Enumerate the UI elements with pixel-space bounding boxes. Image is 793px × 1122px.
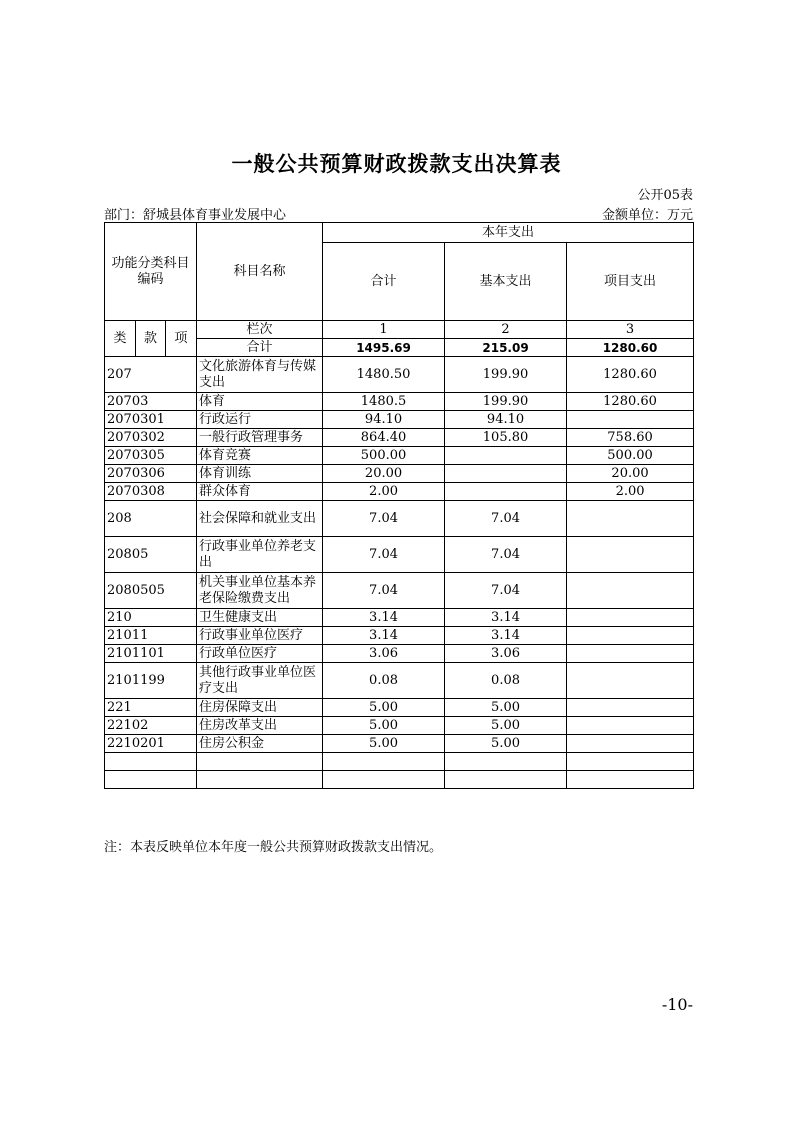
row-total: 1480.5	[323, 393, 445, 411]
table-row	[105, 573, 694, 609]
row-project	[567, 627, 694, 645]
row-code: 2070306	[105, 465, 197, 483]
row-total	[323, 753, 445, 771]
table-row	[105, 537, 694, 573]
row-code: 2070308	[105, 483, 197, 501]
row-project	[567, 735, 694, 753]
row-code: 208	[105, 501, 197, 537]
table-row	[105, 771, 694, 789]
table-row	[105, 357, 694, 393]
row-code: 20703	[105, 393, 197, 411]
header-lei: 类	[105, 321, 136, 357]
row-project: 2.00	[567, 483, 694, 501]
header-subject-name: 科目名称	[197, 223, 323, 321]
row-total: 3.06	[323, 645, 445, 663]
budget-table	[104, 222, 694, 789]
row-name: 一般行政管理事务	[197, 429, 323, 447]
row-basic: 3.14	[445, 627, 567, 645]
department-label: 部门：舒城县体育事业发展中心	[104, 208, 287, 223]
row-name: 体育	[197, 393, 323, 411]
header-kuan: 款	[136, 321, 166, 357]
row-basic	[445, 483, 567, 501]
total-label: 合计	[197, 339, 323, 357]
row-code: 207	[105, 357, 197, 393]
row-basic: 7.04	[445, 501, 567, 537]
row-total: 500.00	[323, 447, 445, 465]
row-code	[105, 753, 197, 771]
table-row	[105, 753, 694, 771]
table-row	[105, 735, 694, 753]
page-number: -10-	[661, 995, 693, 1014]
row-basic: 3.14	[445, 609, 567, 627]
row-total: 0.08	[323, 663, 445, 699]
header-func-code: 功能分类科目编码	[105, 223, 197, 321]
row-name: 体育训练	[197, 465, 323, 483]
row-code: 2070302	[105, 429, 197, 447]
row-basic: 94.10	[445, 411, 567, 429]
row-basic: 0.08	[445, 663, 567, 699]
row-name: 卫生健康支出	[197, 609, 323, 627]
table-row	[105, 699, 694, 717]
row-code: 20805	[105, 537, 197, 573]
row-project: 1280.60	[567, 357, 694, 393]
row-total: 5.00	[323, 717, 445, 735]
row-project: 500.00	[567, 447, 694, 465]
row-project	[567, 573, 694, 609]
row-name: 行政事业单位医疗	[197, 627, 323, 645]
row-name: 住房公积金	[197, 735, 323, 753]
row-code: 210	[105, 609, 197, 627]
row-code: 221	[105, 699, 197, 717]
row-basic: 3.06	[445, 645, 567, 663]
row-total: 1480.50	[323, 357, 445, 393]
row-basic: 199.90	[445, 393, 567, 411]
row-name: 社会保障和就业支出	[197, 501, 323, 537]
row-code: 2101101	[105, 645, 197, 663]
row-name	[197, 753, 323, 771]
table-row	[105, 717, 694, 735]
row-total: 5.00	[323, 699, 445, 717]
row-project	[567, 501, 694, 537]
row-total: 3.14	[323, 627, 445, 645]
row-name	[197, 771, 323, 789]
row-project: 20.00	[567, 465, 694, 483]
header-xiang: 项	[166, 321, 197, 357]
page-title: 一般公共预算财政拨款支出决算表	[231, 152, 562, 176]
row-name: 文化旅游体育与传媒支出	[197, 357, 323, 393]
header-project: 项目支出	[567, 243, 694, 321]
row-name: 住房改革支出	[197, 717, 323, 735]
row-total: 864.40	[323, 429, 445, 447]
table-row	[105, 501, 694, 537]
row-name: 机关事业单位基本养老保险缴费支出	[197, 573, 323, 609]
row-project	[567, 609, 694, 627]
footnote: 注：本表反映单位本年度一般公共预算财政拨款支出情况。	[104, 840, 443, 855]
row-total: 2.00	[323, 483, 445, 501]
row-code: 2210201	[105, 735, 197, 753]
row-project	[567, 411, 694, 429]
row-name: 行政单位医疗	[197, 645, 323, 663]
table-row	[105, 465, 694, 483]
row-code: 2080505	[105, 573, 197, 609]
row-code	[105, 771, 197, 789]
row-project	[567, 699, 694, 717]
row-basic: 5.00	[445, 699, 567, 717]
row-project	[567, 753, 694, 771]
row-total: 20.00	[323, 465, 445, 483]
row-name: 其他行政事业单位医疗支出	[197, 663, 323, 699]
header-current-year: 本年支出	[323, 223, 694, 243]
unit-label: 金额单位：万元	[601, 208, 693, 223]
total-basic: 215.09	[445, 339, 567, 357]
header-column-index: 栏次	[197, 321, 323, 339]
row-name: 群众体育	[197, 483, 323, 501]
col-index-2: 2	[445, 321, 567, 339]
table-row	[105, 627, 694, 645]
row-basic: 199.90	[445, 357, 567, 393]
table-row	[105, 429, 694, 447]
row-basic: 7.04	[445, 573, 567, 609]
table-row	[105, 609, 694, 627]
table-row	[105, 393, 694, 411]
row-project: 758.60	[567, 429, 694, 447]
row-total	[323, 771, 445, 789]
row-basic	[445, 753, 567, 771]
row-name: 体育竞赛	[197, 447, 323, 465]
row-basic: 5.00	[445, 717, 567, 735]
row-code: 21011	[105, 627, 197, 645]
total-project: 1280.60	[567, 339, 694, 357]
row-name: 住房保障支出	[197, 699, 323, 717]
row-project	[567, 717, 694, 735]
row-total: 94.10	[323, 411, 445, 429]
row-project	[567, 537, 694, 573]
row-name: 行政运行	[197, 411, 323, 429]
table-row	[105, 411, 694, 429]
form-number: 公开05表	[637, 188, 693, 203]
row-total: 7.04	[323, 501, 445, 537]
row-project	[567, 771, 694, 789]
table-row	[105, 645, 694, 663]
row-code: 22102	[105, 717, 197, 735]
row-basic: 105.80	[445, 429, 567, 447]
row-total: 5.00	[323, 735, 445, 753]
row-total: 7.04	[323, 573, 445, 609]
row-project	[567, 663, 694, 699]
total-total: 1495.69	[323, 339, 445, 357]
row-name: 行政事业单位养老支出	[197, 537, 323, 573]
table-row	[105, 663, 694, 699]
row-total: 3.14	[323, 609, 445, 627]
row-project	[567, 645, 694, 663]
row-total: 7.04	[323, 537, 445, 573]
row-basic	[445, 447, 567, 465]
table-row	[105, 483, 694, 501]
col-index-1: 1	[323, 321, 445, 339]
header-total: 合计	[323, 243, 445, 321]
row-code: 2070305	[105, 447, 197, 465]
header-basic: 基本支出	[445, 243, 567, 321]
row-project: 1280.60	[567, 393, 694, 411]
col-index-3: 3	[567, 321, 694, 339]
row-basic	[445, 771, 567, 789]
row-basic: 5.00	[445, 735, 567, 753]
row-code: 2070301	[105, 411, 197, 429]
row-basic	[445, 465, 567, 483]
row-code: 2101199	[105, 663, 197, 699]
row-basic: 7.04	[445, 537, 567, 573]
table-row	[105, 447, 694, 465]
